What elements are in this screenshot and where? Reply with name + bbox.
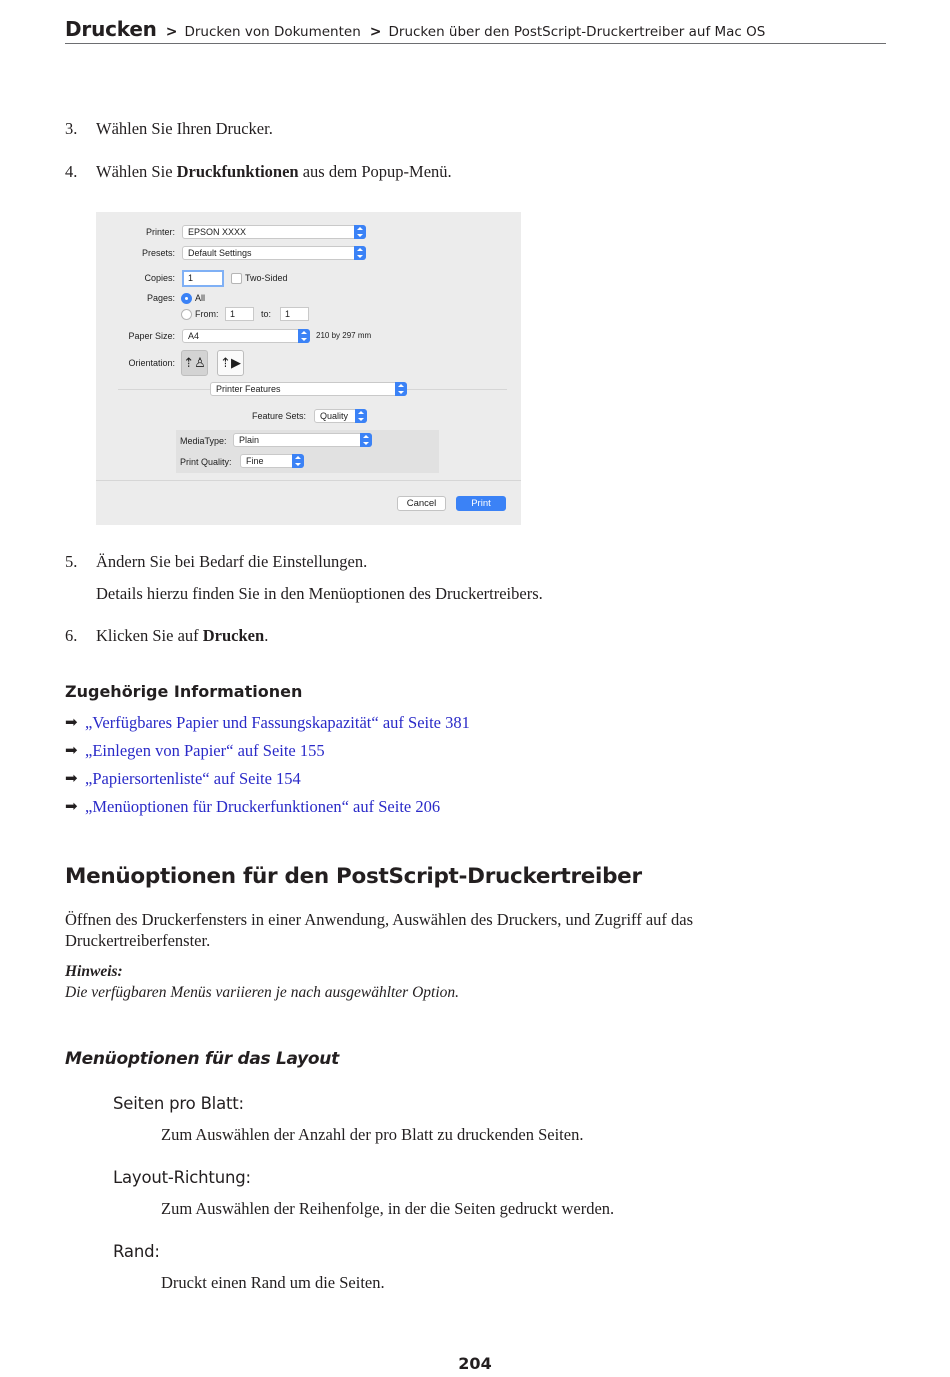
breadcrumb-root[interactable]: Drucken <box>65 17 157 41</box>
related-link[interactable]: „Menüoptionen für Druckerfunktionen“ auf Seite 206 <box>85 797 441 816</box>
step-text: Wählen Sie Ihren Drucker. <box>96 119 273 138</box>
copies-label: Copies: <box>144 273 175 283</box>
step-text: Klicken Sie auf Drucken. <box>96 626 269 645</box>
printer-label: Printer: <box>145 227 175 237</box>
print-quality-label: Print Quality: <box>180 457 232 467</box>
step-number: 3. <box>65 119 78 138</box>
page-number: 204 <box>458 1354 492 1373</box>
paper-size-dims: 210 by 297 mm <box>316 331 372 340</box>
step-text: Wählen Sie Druckfunktionen aus dem Popup-Menü. <box>96 162 452 181</box>
step-text: Ändern Sie bei Bedarf die Einstellungen. <box>96 552 368 571</box>
related-info-heading: Zugehörige Informationen <box>65 682 303 701</box>
right-arrow-icon: ➡ <box>65 713 78 731</box>
pages-label: Pages: <box>146 293 175 303</box>
step-number: 4. <box>65 162 78 181</box>
presets-label: Presets: <box>141 248 175 258</box>
step-bold-term: Drucken <box>202 626 265 645</box>
print-dialog-screenshot <box>96 212 521 525</box>
two-sided-label: Two-Sided <box>245 273 288 283</box>
step-bold-term: Druckfunktionen <box>176 162 299 181</box>
chevron-updown-icon <box>354 225 366 239</box>
pages-to-field[interactable]: 1 <box>280 307 309 321</box>
section-title: Menüoptionen für den PostScript-Druckertreiber <box>65 864 642 889</box>
two-sided-checkbox[interactable] <box>231 273 242 284</box>
chevron-updown-icon <box>298 329 310 343</box>
right-arrow-icon: ➡ <box>65 797 78 815</box>
orientation-label: Orientation: <box>128 358 175 368</box>
related-link[interactable]: „Verfügbares Papier und Fassungskapazität“ auf Seite 381 <box>85 713 470 732</box>
chevron-updown-icon <box>292 454 304 468</box>
step-number: 6. <box>65 626 78 645</box>
print-button[interactable]: Print <box>456 496 506 511</box>
pages-range-radio[interactable] <box>181 309 192 320</box>
note-label: Hinweis: <box>65 963 123 980</box>
chevron-updown-icon <box>355 409 367 423</box>
section-intro-line2: Druckertreiberfenster. <box>65 931 211 950</box>
feature-sets-popup[interactable]: Quality <box>314 409 367 423</box>
breadcrumb-separator: > <box>165 24 178 40</box>
step-number: 5. <box>65 552 78 571</box>
right-arrow-icon: ➡ <box>65 769 78 787</box>
breadcrumb-separator: > <box>369 24 382 40</box>
feature-sets-label: Feature Sets: <box>251 411 306 421</box>
landscape-orientation-icon[interactable]: ⇡▶ <box>217 350 244 376</box>
right-arrow-icon: ➡ <box>65 741 78 759</box>
cancel-button[interactable]: Cancel <box>397 496 446 511</box>
printer-popup[interactable]: EPSON XXXX <box>182 225 366 239</box>
related-link[interactable]: „Einlegen von Papier“ auf Seite 155 <box>85 741 325 760</box>
pages-all-radio[interactable] <box>181 293 192 304</box>
pages-from-field[interactable]: 1 <box>225 307 254 321</box>
breadcrumb <box>65 13 886 44</box>
chevron-updown-icon <box>360 433 372 447</box>
related-link[interactable]: „Papiersortenliste“ auf Seite 154 <box>85 769 301 788</box>
pages-all-label: All <box>195 293 206 303</box>
media-type-label: MediaType: <box>180 436 227 446</box>
pages-from-label: From: <box>195 309 219 319</box>
layout-term: Rand: <box>113 1242 160 1261</box>
print-quality-popup[interactable]: Fine <box>240 454 304 468</box>
layout-term: Layout-Richtung: <box>113 1168 251 1187</box>
layout-desc: Zum Auswählen der Anzahl der pro Blatt zu druckenden Seiten. <box>161 1125 584 1144</box>
note-text: Die verfügbaren Menüs variieren je nach ausgewählter Option. <box>65 984 460 1001</box>
step-subtext: Details hierzu finden Sie in den Menüoptionen des Druckertreibers. <box>96 584 543 603</box>
presets-popup[interactable]: Default Settings <box>182 246 366 260</box>
paper-size-label: Paper Size: <box>128 331 175 341</box>
section-intro-line1: Öffnen des Druckerfensters in einer Anwendung, Auswählen des Druckers, und Zugriff auf das <box>65 910 694 929</box>
layout-desc: Zum Auswählen der Reihenfolge, in der die Seiten gedruckt werden. <box>161 1199 615 1218</box>
layout-desc: Druckt einen Rand um die Seiten. <box>161 1273 385 1292</box>
paper-size-popup[interactable]: A4 <box>182 329 310 343</box>
separator-line <box>96 480 521 481</box>
layout-term: Seiten pro Blatt: <box>113 1094 244 1113</box>
chevron-updown-icon <box>395 382 407 396</box>
copies-field[interactable]: 1 <box>182 270 224 287</box>
pages-to-label: to: <box>261 309 272 319</box>
breadcrumb-level1[interactable]: Drucken von Dokumenten <box>184 24 361 40</box>
layout-section-title: Menüoptionen für das Layout <box>65 1049 339 1069</box>
portrait-orientation-icon[interactable]: ⇡♙ <box>181 350 208 376</box>
panel-popup[interactable]: Printer Features <box>210 382 407 396</box>
media-type-popup[interactable]: Plain <box>233 433 372 447</box>
chevron-updown-icon <box>354 246 366 260</box>
breadcrumb-level2[interactable]: Drucken über den PostScript-Druckertreiber auf Mac OS <box>388 24 766 40</box>
